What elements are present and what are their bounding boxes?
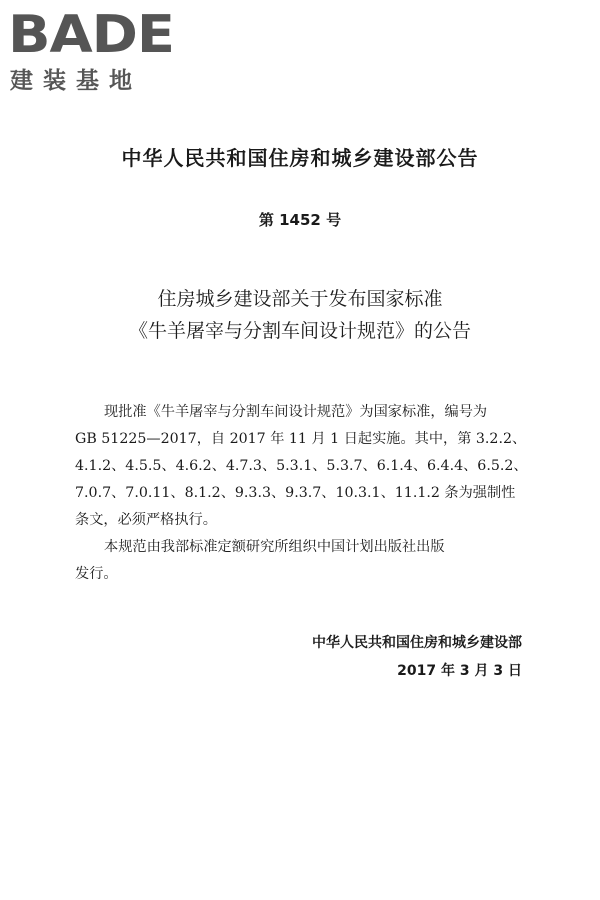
headline-line-1: 住房城乡建设部关于发布国家标准 — [157, 288, 443, 310]
body-line-1: 现批准《牛羊屠宰与分割车间设计规范》为国家标准，编号为 — [104, 404, 488, 420]
body-line-3: 4.1.2、4.5.5、4.6.2、4.7.3、5.3.1、5.3.7、6.1.4、6.4.4、6.5.2、 — [75, 458, 528, 474]
announcement-number: 第 1452 号 — [258, 211, 342, 229]
bade-logo — [8, 6, 178, 96]
body-line-7: 发行。 — [75, 566, 118, 582]
headline-line-2: 《牛羊屠宰与分割车间设计规范》的公告 — [128, 320, 471, 342]
body-line-6: 本规范由我部标准定额研究所组织中国计划出版社出版 — [104, 539, 445, 555]
bade-wordmark — [8, 6, 178, 58]
body-line-4: 7.0.7、7.0.11、8.1.2、9.3.3、9.3.7、10.3.1、11.1.2 条为强制性 — [75, 485, 516, 501]
signature-organization: 中华人民共和国住房和城乡建设部 — [312, 635, 522, 651]
logo-subtitle: 建装基地 — [10, 68, 142, 94]
body-line-2: GB 51225—2017，自 2017 年 11 月 1 日起实施。其中，第 3.2.2、 — [75, 431, 527, 447]
body-line-5: 条文，必须严格执行。 — [75, 512, 217, 528]
signature-date: 2017 年 3 月 3 日 — [397, 663, 522, 679]
agency-title: 中华人民共和国住房和城乡建设部公告 — [121, 146, 479, 170]
svg-text:BADE: BADE — [8, 6, 175, 58]
